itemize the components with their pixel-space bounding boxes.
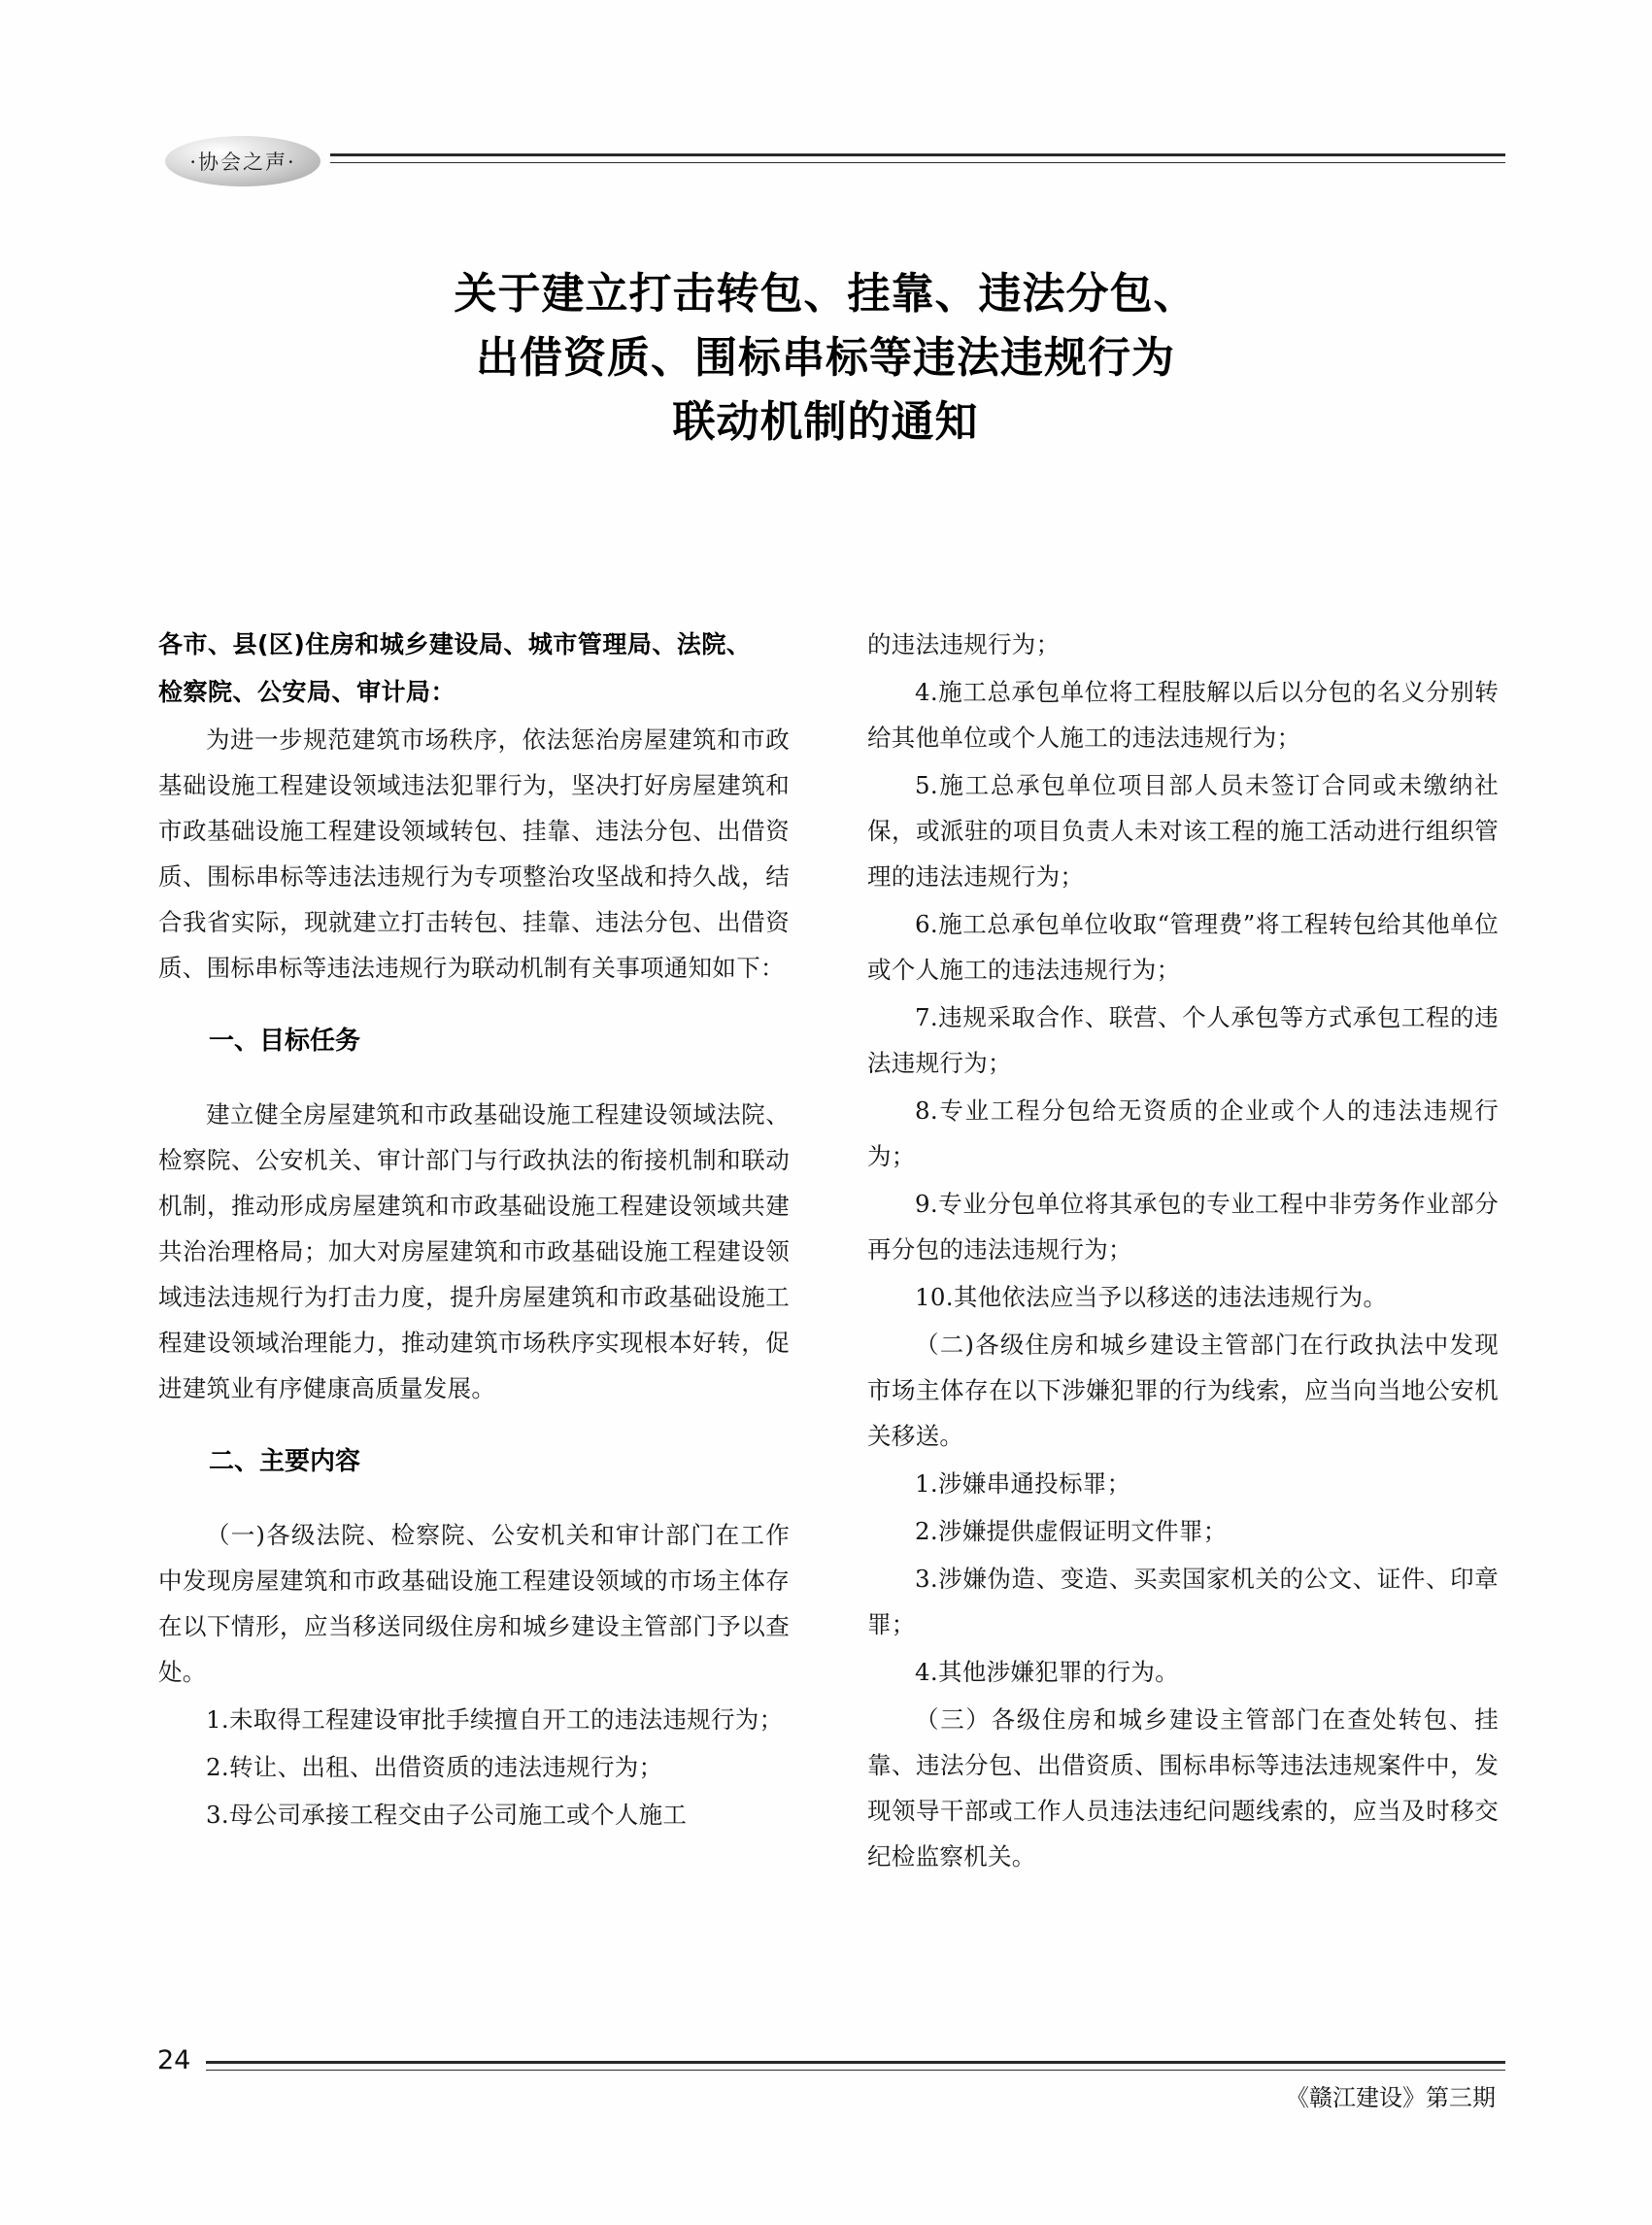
title-line-1: 关于建立打击转包、挂靠、违法分包、 [454,269,1197,319]
list-item-7: 7.违规采取合作、联营、个人承包等方式承包工程的违法违规行为； [867,1003,1499,1077]
list-item-8: 8.专业工程分包给无资质的企业或个人的违法违规行为； [867,1096,1499,1170]
page-header [146,136,1505,194]
objectives-paragraph: 建立健全房屋建筑和市政基础设施工程建设领域法院、检察院、公安机关、审计部门与行政执法的衔接机制和联动机制，推动形成房屋建筑和市政基础设施工程建设领域共建共治治理格局；加大对房屋建筑和市政基础设施工程建设领域违法违规行为打击力度，提升房屋建筑和市政基础设施工程建设领域治理能力，推动建筑市场秩序实现根本好转，促进建筑业有序健康高质量发展。 [158,1100,790,1402]
list-item-9: 9.专业分包单位将其承包的专业工程中非劳务作业部分再分包的违法违规行为； [867,1190,1499,1264]
footer-rule-thin [206,2070,1505,2071]
addressee-line-2: 检察院、公安局、审计局： [158,678,456,706]
list-item-6: 6.施工总承包单位收取“管理费”将工程转包给其他单位或个人施工的违法违规行为； [867,910,1499,984]
page-footer [146,2040,1505,2111]
crime-item-4: 4.其他涉嫌犯罪的行为。 [915,1658,1179,1686]
header-rule-thick [330,153,1505,156]
article-title [146,262,1505,455]
crime-item-3: 3.涉嫌伪造、变造、买卖国家机关的公文、证件、印章罪； [867,1565,1499,1638]
heading-objectives: 一、目标任务 [209,1027,361,1056]
column-right [867,622,1499,2020]
title-line-2: 出借资质、围标串标等违法违规行为 [476,333,1175,383]
column-left [158,622,790,2020]
addressee-line-1: 各市、县(区)住房和城乡建设局、城市管理局、法院、 [158,630,752,658]
article-body [158,622,1499,2020]
header-rule-thin [330,162,1505,163]
list-item-3-continued: 的违法违规行为； [867,630,1061,658]
section-badge-label: ·协会之声· [189,151,296,174]
list-item-10: 10.其他依法应当予以移送的违法违规行为。 [915,1283,1388,1311]
subsection-two-paragraph: （二)各级住房和城乡建设主管部门在行政执法中发现市场主体存在以下涉嫌犯罪的行为线索，应当向当地公安机关移送。 [867,1331,1499,1450]
heading-main-content: 二、主要内容 [209,1447,361,1476]
crime-item-1: 1.涉嫌串通投标罪； [915,1469,1131,1498]
list-item-5: 5.施工总承包单位项目部人员未签订合同或未缴纳社保，或派驻的项目负责人未对该工程的施工活动进行组织管理的违法违规行为； [867,771,1499,891]
intro-paragraph: 为进一步规范建筑市场秩序，依法惩治房屋建筑和市政基础设施工程建设领域违法犯罪行为，坚决打好房屋建筑和市政基础设施工程建设领域转包、挂靠、违法分包、出借资质、围标串标等违法违规行为专项整治攻坚战和持久战，结合我省实际，现就建立打击转包、挂靠、违法分包、出借资质、围标串标等违法违规行为联动机制有关事项通知如下： [158,725,790,982]
page-number: 24 [157,2045,191,2075]
publication-issue: 《赣江建设》第三期 [1286,2084,1496,2111]
subsection-three-paragraph: （三）各级住房和城乡建设主管部门在查处转包、挂靠、违法分包、出借资质、围标串标等违法违规案件中，发现领导干部或工作人员违法违纪问题线索的，应当及时移交纪检监察机关。 [867,1705,1499,1871]
list-item-1: 1.未取得工程建设审批手续擅自开工的违法违规行为； [206,1705,784,1734]
list-item-2: 2.转让、出租、出借资质的违法违规行为； [206,1753,663,1781]
footer-rule-thick [206,2061,1505,2064]
list-item-3: 3.母公司承接工程交由子公司施工或个人施工 [206,1801,688,1829]
list-item-4: 4.施工总承包单位将工程肢解以后以分包的名义分别转给其他单位或个人施工的违法违规行为； [867,678,1499,752]
section-badge [165,136,320,186]
title-line-3: 联动机制的通知 [672,397,979,447]
crime-item-2: 2.涉嫌提供虚假证明文件罪； [915,1517,1228,1545]
subsection-one-paragraph: （一)各级法院、检察院、公安机关和审计部门在工作中发现房屋建筑和市政基础设施工程建设领域的市场主体存在以下情形，应当移送同级住房和城乡建设主管部门予以查处。 [158,1521,790,1686]
